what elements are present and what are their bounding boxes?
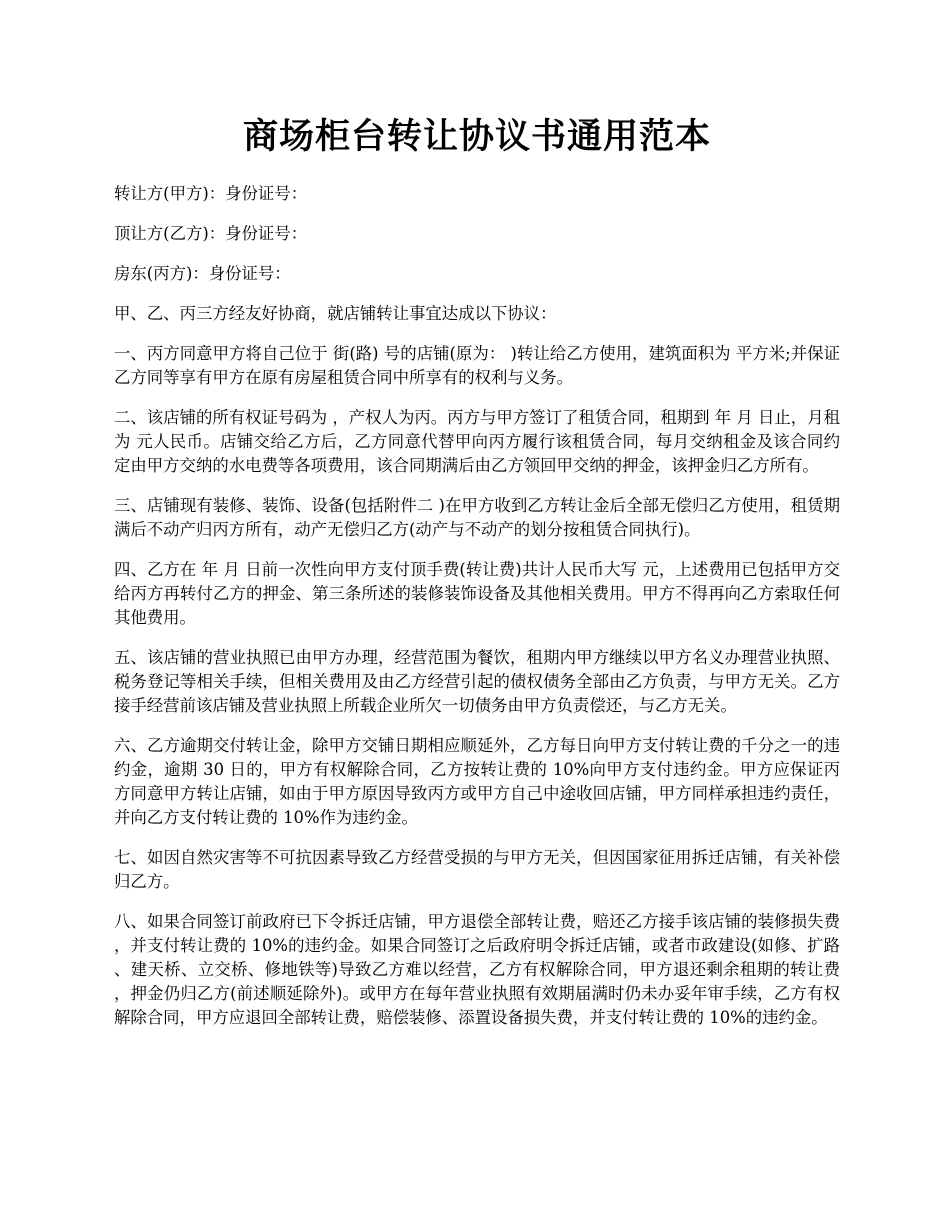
clause-7: 七、如因自然灾害等不可抗因素导致乙方经营受损的与甲方无关，但因国家征用拆迁店铺，有关补偿归乙方。 xyxy=(114,848,840,891)
party-c-line: 房东(丙方)：身份证号： xyxy=(114,264,291,283)
clause-2: 二、该店铺的所有权证号码为 ，产权人为丙。丙方与甲方签订了租赁合同，租期到 年 月 日止，月租为 元人民币。店铺交给乙方后，乙方同意代替甲向丙方履行该租赁合同，每月交纳租金及该合同约定由甲方交纳的水电费等各项费用，该合同期满后由乙方领回甲交纳的押金，该押金归乙方所有。 xyxy=(114,408,840,475)
clause-4: 四、乙方在 年 月 日前一次性向甲方支付顶手费(转让费)共计人民币大写 元，上述费用已包括甲方交给丙方再转付乙方的押金、第三条所述的装修装饰设备及其他相关费用。甲方不得再向乙方索取任何其他费用。 xyxy=(114,560,840,627)
document-title: 商场柜台转让协议书通用范本 xyxy=(242,117,711,157)
document-body xyxy=(114,182,840,1030)
party-a-line: 转让方(甲方)：身份证号： xyxy=(114,184,308,203)
clause-1: 一、丙方同意甲方将自己位于 街(路) 号的店铺(原为： )转让给乙方使用，建筑面积为 平方米;并保证乙方同等享有甲方在原有房屋租赁合同中所享有的权利与义务。 xyxy=(114,344,840,387)
party-b-line: 顶让方(乙方)：身份证号： xyxy=(114,224,308,243)
clause-8: 八、如果合同签订前政府已下令拆迁店铺，甲方退偿全部转让费，赔还乙方接手该店铺的装修损失费，并支付转让费的 10%的违约金。如果合同签订之后政府明令拆迁店铺，或者市政建设(如修、扩路、建天桥、立交桥、修地铁等)导致乙方难以经营，乙方有权解除合同，甲方退还剩余租期的转让费，押金仍归乙方(前述顺延除外)。或甲方在每年营业执照有效期届满时仍未办妥年审手续，乙方有权解除合同，甲方应退回全部转让费，赔偿装修、添置设备损失费，并支付转让费的 10%的违约金。 xyxy=(114,912,840,1027)
clause-3: 三、店铺现有装修、装饰、设备(包括附件二 )在甲方收到乙方转让金后全部无偿归乙方使用，租赁期满后不动产归丙方所有，动产无偿归乙方(动产与不动产的划分按租赁合同执行)。 xyxy=(114,496,840,539)
clause-5: 五、该店铺的营业执照已由甲方办理，经营范围为餐饮，租期内甲方继续以甲方名义办理营业执照、税务登记等相关手续，但相关费用及由乙方经营引起的债权债务全部由乙方负责，与甲方无关。乙方接手经营前该店铺及营业执照上所载企业所欠一切债务由甲方负责偿还，与乙方无关。 xyxy=(114,648,840,715)
agreement-intro: 甲、乙、丙三方经友好协商，就店铺转让事宜达成以下协议： xyxy=(114,304,557,323)
clause-6: 六、乙方逾期交付转让金，除甲方交铺日期相应顺延外，乙方每日向甲方支付转让费的千分之一的违约金，逾期 30 日的，甲方有权解除合同，乙方按转让费的 10%向甲方支付违约金。甲方应保证丙方同意甲方转让店铺，如由于甲方原因导致丙方或甲方自己中途收回店铺，甲方同样承担违约责任，并向乙方支付转让费的 10%作为违约金。 xyxy=(114,736,840,827)
